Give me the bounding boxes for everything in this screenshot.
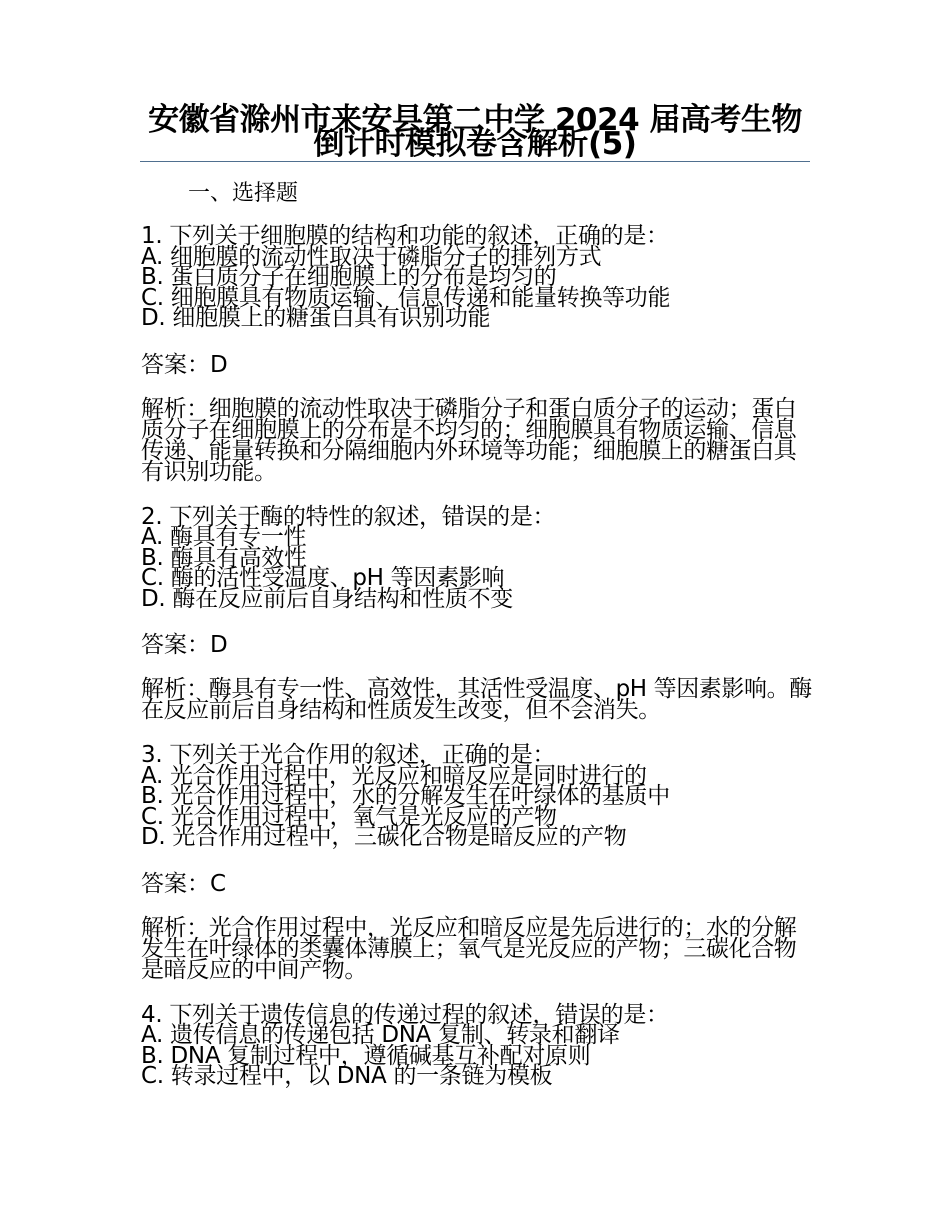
title-underline — [140, 161, 810, 162]
analysis-2: 解析：酶具有专一性、高效性，其活性受温度、pH 等因素影响。酶在反应前后自身结构和性质发生改变，但不会消失。 — [141, 676, 812, 723]
analysis-3: 解析：光合作用过程中，光反应和暗反应是先后进行的；水的分解发生在叶绿体的类囊体薄膜上；氧气是光反应的产物；三碳化合物是暗反应的中间产物。 — [141, 914, 797, 983]
question-stem: 4. 下列关于遗传信息的传递过程的叙述，错误的是： — [141, 1001, 669, 1028]
option-c: C. 细胞膜具有物质运输、信息传递和能量转换等功能 — [141, 284, 671, 311]
option-d: D. 光合作用过程中，三碳化合物是暗反应的产物 — [141, 824, 627, 850]
option-b: B. 光合作用过程中，水的分解发生在叶绿体的基质中 — [141, 783, 670, 809]
answer-3: 答案：C — [141, 870, 227, 897]
document-title: 安徽省滁州市来安县第二中学 2024 届高考生物倒计时模拟卷含解析(5) — [148, 102, 802, 162]
option-d: D. 酶在反应前后自身结构和性质不变 — [141, 585, 513, 612]
option-a: A. 光合作用过程中，光反应和暗反应是同时进行的 — [141, 762, 647, 789]
question-2 — [141, 503, 813, 612]
option-c: C. 转录过程中，以 DNA 的一条链为模板 — [141, 1063, 553, 1089]
question-stem: 3. 下列关于光合作用的叙述，正确的是： — [141, 742, 556, 768]
question-3 — [141, 742, 813, 850]
option-b: B. DNA 复制过程中，遵循碱基互补配对原则 — [141, 1042, 591, 1069]
option-c: C. 光合作用过程中，氧气是光反应的产物 — [141, 803, 557, 830]
question-4 — [141, 1001, 813, 1089]
answer-1: 答案：D — [141, 351, 228, 378]
question-stem: 2. 下列关于酶的特性的叙述，错误的是： — [141, 503, 556, 530]
section-heading: 一、选择题 — [188, 181, 299, 206]
question-1 — [141, 223, 813, 331]
question-stem: 1. 下列关于细胞膜的结构和功能的叙述，正确的是： — [141, 223, 669, 249]
option-a: A. 细胞膜的流动性取决于磷脂分子的排列方式 — [141, 243, 602, 270]
option-a: A. 遗传信息的传递包括 DNA 复制、转录和翻译 — [141, 1022, 620, 1048]
question-list — [141, 223, 813, 1109]
option-b: B. 酶具有高效性 — [141, 544, 307, 571]
option-c: C. 酶的活性受温度、pH 等因素影响 — [141, 565, 505, 591]
option-a: A. 酶具有专一性 — [141, 524, 307, 550]
analysis-1: 解析：细胞膜的流动性取决于磷脂分子和蛋白质分子的运动；蛋白质分子在细胞膜上的分布是不均匀的；细胞膜具有物质运输、信息传递、能量转换和分隔细胞内外环境等功能；细胞膜上的糖蛋白具有识别功能。 — [141, 395, 797, 485]
answer-2: 答案：D — [141, 632, 228, 658]
option-d: D. 细胞膜上的糖蛋白具有识别功能 — [141, 305, 491, 331]
option-b: B. 蛋白质分子在细胞膜上的分布是均匀的 — [141, 264, 557, 290]
